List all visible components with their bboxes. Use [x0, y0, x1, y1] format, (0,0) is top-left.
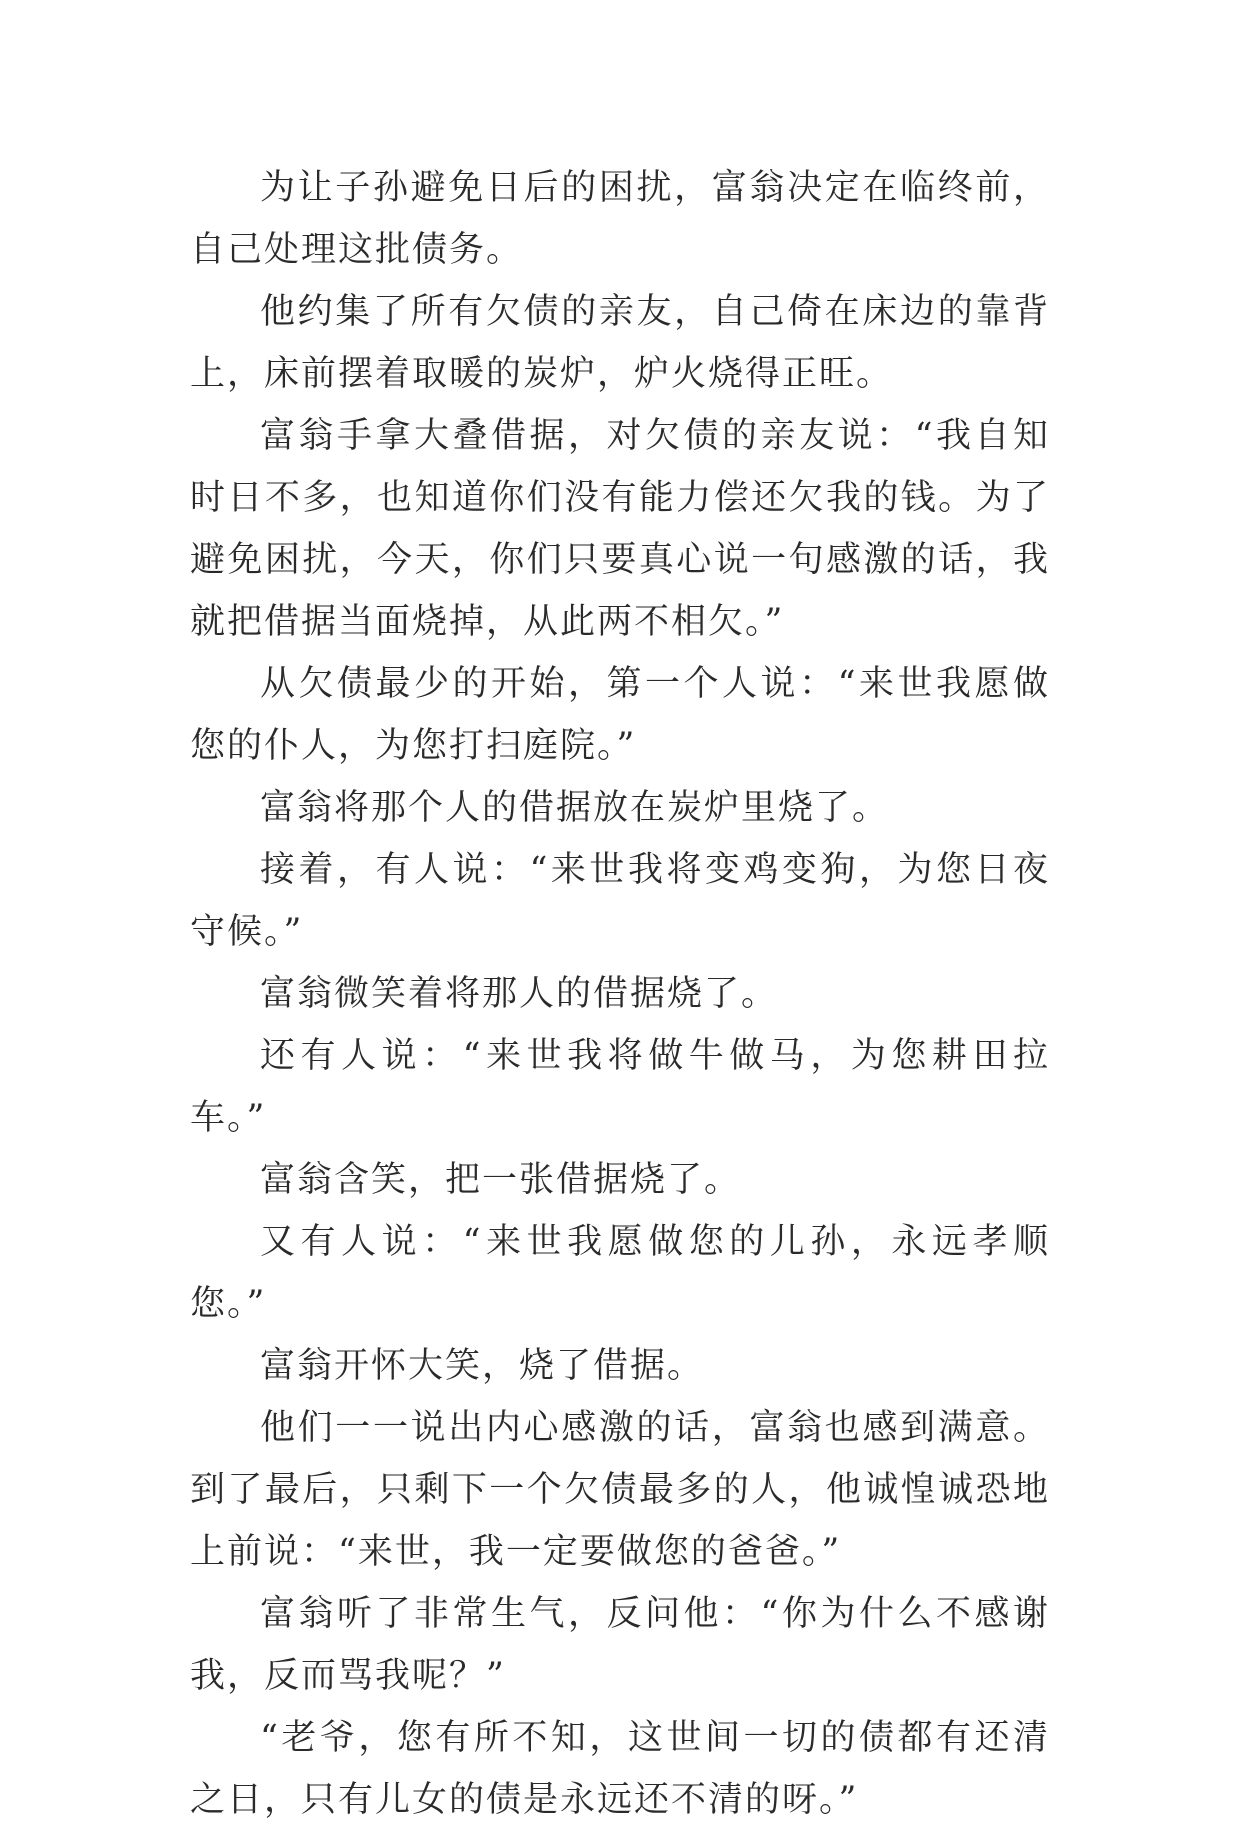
paragraph-11: 富翁开怀大笑，烧了借据。 [260, 1346, 705, 1386]
paragraph-6: 接着，有人说：“来世我将变鸡变狗，为您日夜守候。” [190, 850, 1050, 952]
paragraph-5: 富翁将那个人的借据放在炭炉里烧了。 [260, 788, 890, 828]
paragraph-12: 他们一一说出内心感激的话，富翁也感到满意。到了最后，只剩下一个欠债最多的人，他诚惶诚恐地上前说：“来世，我一定要做您的爸爸。” [190, 1408, 1050, 1572]
paragraph-14: “老爷，您有所不知，这世间一切的债都有还清之日，只有儿女的债是永远还不清的呀。” [190, 1718, 1050, 1820]
document-body [190, 157, 1050, 1831]
paragraph-10: 又有人说：“来世我愿做您的儿孙，永远孝顺您。” [190, 1222, 1050, 1324]
paragraph-8: 还有人说：“来世我将做牛做马，为您耕田拉车。” [190, 1036, 1050, 1138]
paragraph-3: 富翁手拿大叠借据，对欠债的亲友说：“我自知时日不多，也知道你们没有能力偿还欠我的钱。为了避免困扰，今天，你们只要真心说一句感激的话，我就把借据当面烧掉，从此两不相欠。” [190, 416, 1050, 642]
paragraph-1: 为让子孙避免日后的困扰，富翁决定在临终前，自己处理这批债务。 [190, 168, 1050, 270]
paragraph-2: 他约集了所有欠债的亲友，自己倚在床边的靠背上，床前摆着取暖的炭炉，炉火烧得正旺。 [190, 292, 1050, 394]
paragraph-9: 富翁含笑，把一张借据烧了。 [260, 1160, 742, 1200]
paragraph-4: 从欠债最少的开始，第一个人说：“来世我愿做您的仆人，为您打扫庭院。” [190, 664, 1050, 766]
paragraph-13: 富翁听了非常生气，反问他：“你为什么不感谢我，反而骂我呢？” [190, 1594, 1050, 1696]
paragraph-7: 富翁微笑着将那人的借据烧了。 [260, 974, 779, 1014]
